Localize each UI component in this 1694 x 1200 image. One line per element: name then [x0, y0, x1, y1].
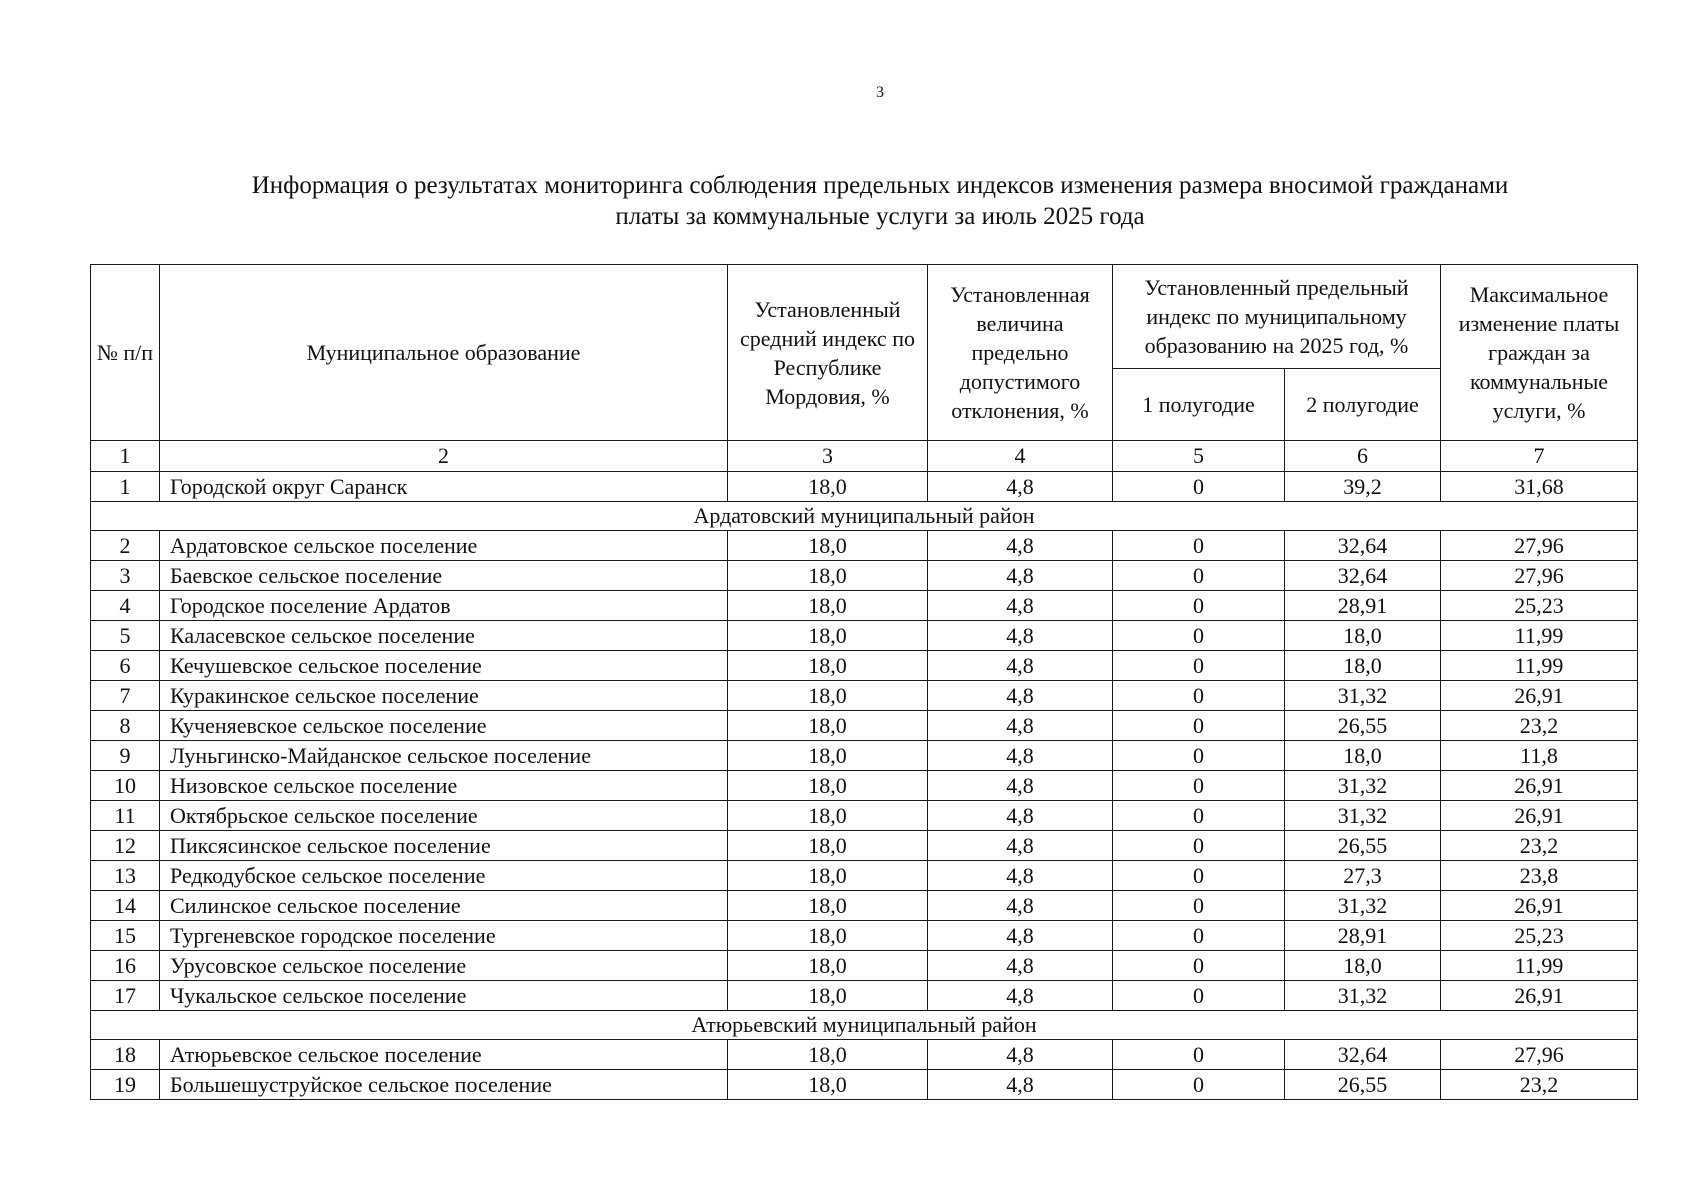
- avg-index-cell: 18,0: [728, 891, 928, 921]
- half-2-cell: 32,64: [1285, 531, 1441, 561]
- max-change-cell: 31,68: [1441, 472, 1638, 502]
- deviation-cell: 4,8: [928, 1070, 1113, 1100]
- municipality-cell: Городское поселение Ардатов: [160, 591, 728, 621]
- deviation-cell: 4,8: [928, 681, 1113, 711]
- avg-index-cell: 18,0: [728, 921, 928, 951]
- max-change-cell: 26,91: [1441, 681, 1638, 711]
- district-name: Атюрьевский муниципальный район: [91, 1011, 1638, 1040]
- half-1-cell: 0: [1113, 711, 1285, 741]
- deviation-cell: 4,8: [928, 951, 1113, 981]
- table-row: [91, 711, 1638, 741]
- table-row: [91, 951, 1638, 981]
- avg-index-cell: 18,0: [728, 651, 928, 681]
- municipality-cell: Октябрьское сельское поселение: [160, 801, 728, 831]
- half-1-cell: 0: [1113, 861, 1285, 891]
- half-1-cell: 0: [1113, 891, 1285, 921]
- municipality-cell: Городской округ Саранск: [160, 472, 728, 502]
- table-row: [91, 681, 1638, 711]
- document-title: [160, 170, 1600, 232]
- header-half-2: 2 полугодие: [1285, 369, 1441, 441]
- row-number-cell: 7: [91, 681, 160, 711]
- district-row: [91, 502, 1638, 531]
- max-change-cell: 11,99: [1441, 621, 1638, 651]
- half-1-cell: 0: [1113, 681, 1285, 711]
- municipality-cell: Редкодубское сельское поселение: [160, 861, 728, 891]
- column-number: 7: [1441, 441, 1638, 472]
- district-name: Ардатовский муниципальный район: [91, 502, 1638, 531]
- half-1-cell: 0: [1113, 771, 1285, 801]
- half-1-cell: 0: [1113, 591, 1285, 621]
- half-1-cell: 0: [1113, 621, 1285, 651]
- deviation-cell: 4,8: [928, 531, 1113, 561]
- half-1-cell: 0: [1113, 831, 1285, 861]
- table-row: [91, 831, 1638, 861]
- monitoring-table: [90, 264, 1638, 1100]
- avg-index-cell: 18,0: [728, 1040, 928, 1070]
- column-number: 2: [160, 441, 728, 472]
- max-change-cell: 23,2: [1441, 1070, 1638, 1100]
- avg-index-cell: 18,0: [728, 561, 928, 591]
- avg-index-cell: 18,0: [728, 591, 928, 621]
- deviation-cell: 4,8: [928, 591, 1113, 621]
- row-number-cell: 8: [91, 711, 160, 741]
- row-number-cell: 15: [91, 921, 160, 951]
- avg-index-cell: 18,0: [728, 771, 928, 801]
- row-number-cell: 6: [91, 651, 160, 681]
- municipality-cell: Ардатовское сельское поселение: [160, 531, 728, 561]
- municipality-cell: Баевское сельское поселение: [160, 561, 728, 591]
- table-row: [91, 861, 1638, 891]
- row-number-cell: 17: [91, 981, 160, 1011]
- row-number-cell: 10: [91, 771, 160, 801]
- row-number-cell: 19: [91, 1070, 160, 1100]
- column-number: 1: [91, 441, 160, 472]
- deviation-cell: 4,8: [928, 801, 1113, 831]
- avg-index-cell: 18,0: [728, 711, 928, 741]
- row-number-cell: 4: [91, 591, 160, 621]
- max-change-cell: 11,8: [1441, 741, 1638, 771]
- column-number: 3: [728, 441, 928, 472]
- max-change-cell: 25,23: [1441, 591, 1638, 621]
- deviation-cell: 4,8: [928, 831, 1113, 861]
- avg-index-cell: 18,0: [728, 1070, 928, 1100]
- deviation-cell: 4,8: [928, 891, 1113, 921]
- table-row: [91, 921, 1638, 951]
- half-2-cell: 18,0: [1285, 651, 1441, 681]
- half-2-cell: 28,91: [1285, 591, 1441, 621]
- municipality-cell: Кечушевское сельское поселение: [160, 651, 728, 681]
- half-1-cell: 0: [1113, 472, 1285, 502]
- avg-index-cell: 18,0: [728, 741, 928, 771]
- table-row: [91, 531, 1638, 561]
- table-row: [91, 801, 1638, 831]
- table-row: [91, 981, 1638, 1011]
- half-2-cell: 26,55: [1285, 1070, 1441, 1100]
- half-2-cell: 26,55: [1285, 711, 1441, 741]
- row-number-cell: 9: [91, 741, 160, 771]
- deviation-cell: 4,8: [928, 561, 1113, 591]
- municipality-cell: Кученяевское сельское поселение: [160, 711, 728, 741]
- column-numbers-row: [91, 441, 1638, 472]
- avg-index-cell: 18,0: [728, 681, 928, 711]
- row-number-cell: 2: [91, 531, 160, 561]
- table-row: [91, 1070, 1638, 1100]
- deviation-cell: 4,8: [928, 621, 1113, 651]
- half-1-cell: 0: [1113, 531, 1285, 561]
- row-number-cell: 11: [91, 801, 160, 831]
- header-limit-index: Установленный предельный индекс по муниципальному образованию на 2025 год, %: [1113, 265, 1441, 369]
- table-row: [91, 1040, 1638, 1070]
- avg-index-cell: 18,0: [728, 621, 928, 651]
- max-change-cell: 23,8: [1441, 861, 1638, 891]
- municipality-cell: Тургеневское городское поселение: [160, 921, 728, 951]
- column-number: 5: [1113, 441, 1285, 472]
- table-row: [91, 741, 1638, 771]
- deviation-cell: 4,8: [928, 1040, 1113, 1070]
- max-change-cell: 25,23: [1441, 921, 1638, 951]
- avg-index-cell: 18,0: [728, 801, 928, 831]
- deviation-cell: 4,8: [928, 981, 1113, 1011]
- half-2-cell: 31,32: [1285, 981, 1441, 1011]
- row-number-cell: 18: [91, 1040, 160, 1070]
- municipality-cell: Атюрьевское сельское поселение: [160, 1040, 728, 1070]
- header-municipality: Муниципальное образование: [160, 265, 728, 441]
- municipality-cell: Силинское сельское поселение: [160, 891, 728, 921]
- half-2-cell: 32,64: [1285, 561, 1441, 591]
- half-1-cell: 0: [1113, 1040, 1285, 1070]
- half-1-cell: 0: [1113, 1070, 1285, 1100]
- column-number: 6: [1285, 441, 1441, 472]
- header-half-1: 1 полугодие: [1113, 369, 1285, 441]
- half-1-cell: 0: [1113, 951, 1285, 981]
- avg-index-cell: 18,0: [728, 951, 928, 981]
- half-2-cell: 18,0: [1285, 621, 1441, 651]
- deviation-cell: 4,8: [928, 711, 1113, 741]
- table-body: [91, 472, 1638, 1100]
- max-change-cell: 26,91: [1441, 891, 1638, 921]
- municipality-cell: Урусовское сельское поселение: [160, 951, 728, 981]
- table-row: [91, 651, 1638, 681]
- municipality-cell: Луньгинско-Майданское сельское поселение: [160, 741, 728, 771]
- avg-index-cell: 18,0: [728, 861, 928, 891]
- row-number-cell: 14: [91, 891, 160, 921]
- table-row: [91, 771, 1638, 801]
- row-number-cell: 1: [91, 472, 160, 502]
- half-2-cell: 31,32: [1285, 891, 1441, 921]
- max-change-cell: 27,96: [1441, 561, 1638, 591]
- row-number-cell: 16: [91, 951, 160, 981]
- row-number-cell: 3: [91, 561, 160, 591]
- header-deviation: Установленная величина предельно допустимого отклонения, %: [928, 265, 1113, 441]
- max-change-cell: 23,2: [1441, 831, 1638, 861]
- half-2-cell: 18,0: [1285, 951, 1441, 981]
- half-2-cell: 18,0: [1285, 741, 1441, 771]
- half-2-cell: 27,3: [1285, 861, 1441, 891]
- half-2-cell: 26,55: [1285, 831, 1441, 861]
- max-change-cell: 26,91: [1441, 981, 1638, 1011]
- avg-index-cell: 18,0: [728, 831, 928, 861]
- municipality-cell: Чукальское сельское поселение: [160, 981, 728, 1011]
- row-number-cell: 5: [91, 621, 160, 651]
- document-title-line-1: Информация о результатах мониторинга соблюдения предельных индексов изменения размера вносимой гражданами: [251, 172, 1509, 199]
- row-number-cell: 13: [91, 861, 160, 891]
- district-row: [91, 1011, 1638, 1040]
- half-1-cell: 0: [1113, 651, 1285, 681]
- max-change-cell: 27,96: [1441, 1040, 1638, 1070]
- half-1-cell: 0: [1113, 921, 1285, 951]
- half-1-cell: 0: [1113, 981, 1285, 1011]
- deviation-cell: 4,8: [928, 651, 1113, 681]
- max-change-cell: 27,96: [1441, 531, 1638, 561]
- municipality-cell: Пиксясинское сельское поселение: [160, 831, 728, 861]
- municipality-cell: Низовское сельское поселение: [160, 771, 728, 801]
- deviation-cell: 4,8: [928, 472, 1113, 502]
- header-max-change: Максимальное изменение платы граждан за коммунальные услуги, %: [1441, 265, 1638, 441]
- deviation-cell: 4,8: [928, 771, 1113, 801]
- half-1-cell: 0: [1113, 741, 1285, 771]
- deviation-cell: 4,8: [928, 741, 1113, 771]
- avg-index-cell: 18,0: [728, 981, 928, 1011]
- municipality-cell: Каласевское сельское поселение: [160, 621, 728, 651]
- max-change-cell: 11,99: [1441, 651, 1638, 681]
- avg-index-cell: 18,0: [728, 531, 928, 561]
- document-title-line-2: платы за коммунальные услуги за июль 2025 года: [615, 203, 1145, 230]
- half-1-cell: 0: [1113, 801, 1285, 831]
- max-change-cell: 26,91: [1441, 801, 1638, 831]
- page-number: 3: [876, 84, 884, 101]
- max-change-cell: 23,2: [1441, 711, 1638, 741]
- header-num: № п/п: [91, 265, 160, 441]
- half-2-cell: 32,64: [1285, 1040, 1441, 1070]
- header-avg-index: Установленный средний индекс по Республике Мордовия, %: [728, 265, 928, 441]
- deviation-cell: 4,8: [928, 921, 1113, 951]
- table-row: [91, 591, 1638, 621]
- half-1-cell: 0: [1113, 561, 1285, 591]
- max-change-cell: 26,91: [1441, 771, 1638, 801]
- table-row: [91, 472, 1638, 502]
- deviation-cell: 4,8: [928, 861, 1113, 891]
- table-row: [91, 891, 1638, 921]
- half-2-cell: 31,32: [1285, 771, 1441, 801]
- half-2-cell: 39,2: [1285, 472, 1441, 502]
- half-2-cell: 31,32: [1285, 801, 1441, 831]
- avg-index-cell: 18,0: [728, 472, 928, 502]
- table-header: [91, 265, 1638, 472]
- column-number: 4: [928, 441, 1113, 472]
- municipality-cell: Большешуструйское сельское поселение: [160, 1070, 728, 1100]
- half-2-cell: 31,32: [1285, 681, 1441, 711]
- table-row: [91, 561, 1638, 591]
- max-change-cell: 11,99: [1441, 951, 1638, 981]
- table-row: [91, 621, 1638, 651]
- row-number-cell: 12: [91, 831, 160, 861]
- half-2-cell: 28,91: [1285, 921, 1441, 951]
- municipality-cell: Куракинское сельское поселение: [160, 681, 728, 711]
